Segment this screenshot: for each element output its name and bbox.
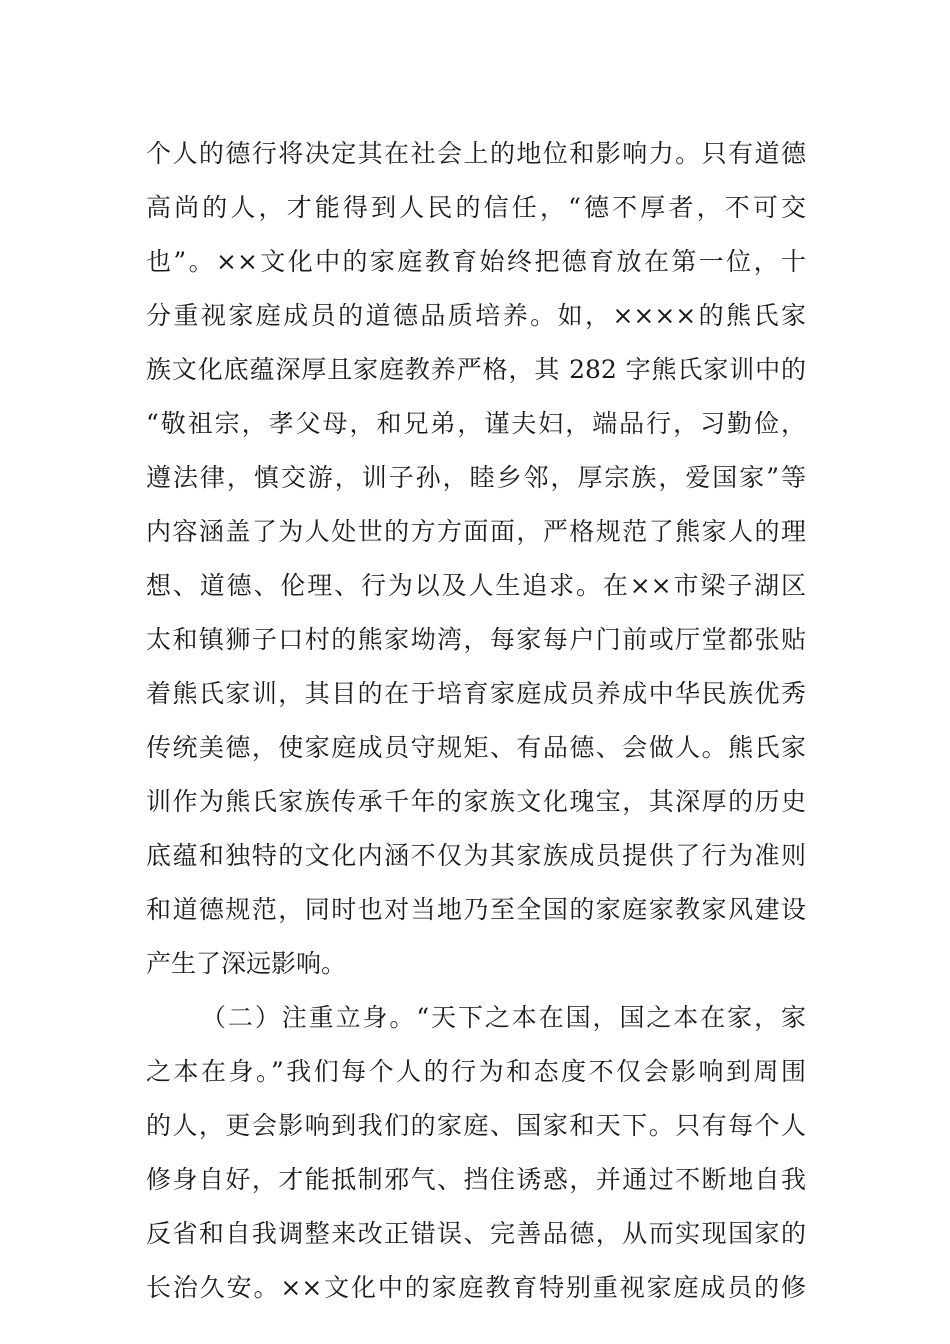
- text-line: 之本在身。”我们每个人的行为和态度不仅会影响到周围: [146, 1057, 806, 1086]
- text-line: 的人，更会影响到我们的家庭、国家和天下。只有每个人: [146, 1111, 806, 1140]
- text-line: 反省和自我调整来改正错误、完善品德，从而实现国家的: [146, 1219, 806, 1248]
- text-line: 底蕴和独特的文化内涵不仅为其家族成员提供了行为准则: [146, 841, 806, 870]
- text-line: 训作为熊氏家族传承千年的家族文化瑰宝，其深厚的历史: [146, 787, 806, 816]
- text-line: 想、道德、伦理、行为以及人生追求。在××市梁子湖区: [146, 571, 806, 600]
- section-heading-line: （二）注重立身。“天下之本在国，国之本在家，家: [201, 1003, 806, 1032]
- text-line: 修身自好，才能抵制邪气、挡住诱惑，并通过不断地自我: [146, 1165, 806, 1194]
- text-line: 内容涵盖了为人处世的方方面面，严格规范了熊家人的理: [146, 517, 806, 546]
- body-text: [146, 127, 806, 1315]
- text-line: 分重视家庭成员的道德品质培养。如，××××的熊氏家: [146, 301, 806, 330]
- text-line: 个人的德行将决定其在社会上的地位和影响力。只有道德: [146, 139, 806, 168]
- text-line: 高尚的人，才能得到人民的信任，“德不厚者，不可交: [146, 193, 806, 222]
- text-line: “敬祖宗，孝父母，和兄弟，谨夫妇，端品行，习勤俭，: [146, 409, 806, 438]
- text-line: 也”。××文化中的家庭教育始终把德育放在第一位，十: [146, 247, 806, 276]
- paragraph-end-line: 产生了深远影响。: [146, 949, 347, 978]
- text-line: 太和镇狮子口村的熊家坳湾，每家每户门前或厅堂都张贴: [146, 625, 806, 654]
- text-line: 和道德规范，同时也对当地乃至全国的家庭家教家风建设: [146, 895, 806, 924]
- text-line: 着熊氏家训，其目的在于培育家庭成员养成中华民族优秀: [146, 679, 806, 708]
- text-line: 遵法律，慎交游，训子孙，睦乡邻，厚宗族，爱国家”等: [146, 463, 806, 492]
- text-line: 族文化底蕴深厚且家庭教养严格，其 282 字熊氏家训中的: [146, 355, 806, 384]
- text-line: 长治久安。××文化中的家庭教育特别重视家庭成员的修: [146, 1273, 806, 1302]
- text-line: 传统美德，使家庭成员守规矩、有品德、会做人。熊氏家: [146, 733, 806, 762]
